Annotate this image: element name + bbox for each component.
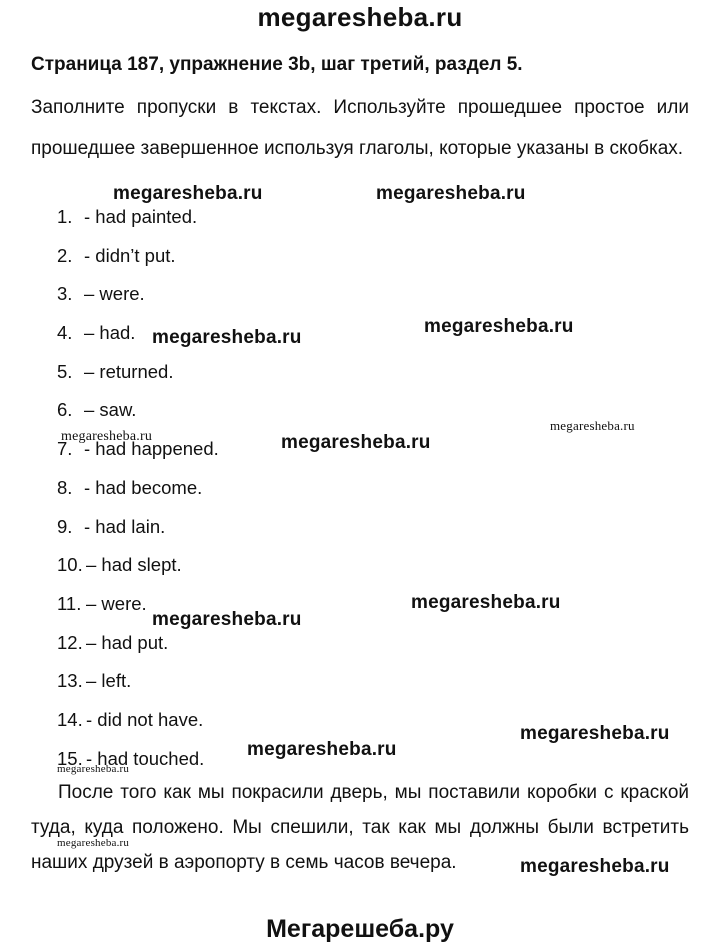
watermark: megaresheba.ru xyxy=(61,429,153,444)
answer-number: 13. xyxy=(57,670,83,692)
watermark: megaresheba.ru xyxy=(152,609,302,630)
watermark: megaresheba.ru xyxy=(247,739,397,760)
answer-item xyxy=(57,667,219,706)
site-header[interactable]: megaresheba.ru xyxy=(257,2,463,32)
watermark: megaresheba.ru xyxy=(520,723,670,744)
watermark: megaresheba.ru xyxy=(550,418,635,433)
answer-number: 1. xyxy=(57,206,73,227)
answer-item xyxy=(57,551,219,590)
answer-text: - didn’t put. xyxy=(84,244,176,266)
answer-item xyxy=(57,629,219,668)
answer-number: 11. xyxy=(57,592,82,614)
watermark: megaresheba.ru xyxy=(376,183,526,204)
answer-number: 12. xyxy=(57,631,83,653)
answer-item xyxy=(57,513,219,552)
watermark: megaresheba.ru xyxy=(424,316,574,337)
site-footer[interactable]: Мегарешеба.ру xyxy=(266,915,454,943)
answer-number: 10. xyxy=(57,554,83,576)
answer-item xyxy=(57,242,219,281)
answer-number: 15. xyxy=(57,747,83,769)
answer-text: - had painted. xyxy=(84,206,198,227)
answer-item xyxy=(57,203,219,242)
answer-item xyxy=(57,358,219,397)
answer-number: 14. xyxy=(57,708,83,730)
watermark: megaresheba.ru xyxy=(281,432,431,453)
watermark: megaresheba.ru xyxy=(152,327,302,348)
answer-number: 3. xyxy=(57,283,73,305)
answer-number: 2. xyxy=(57,244,73,266)
answer-text: – left. xyxy=(86,670,132,692)
answer-text: – had put. xyxy=(86,631,169,653)
translation-body: После того как мы покрасили дверь, мы поставили коробки с краской туда, куда положено. Мы спешили, так как мы должны были встретить наших друзей в аэропорту в семь часов вечера. xyxy=(31,782,689,873)
watermark: megaresheba.ru xyxy=(57,763,130,775)
answer-list xyxy=(57,203,219,783)
answer-text: – had. xyxy=(84,322,136,344)
answer-number: 5. xyxy=(57,360,73,382)
watermark: megaresheba.ru xyxy=(411,592,561,613)
answer-text: – had slept. xyxy=(86,554,182,576)
answer-text: - had happened. xyxy=(84,438,219,460)
answer-text: – were. xyxy=(86,592,147,614)
answer-text: - had lain. xyxy=(84,515,166,537)
answer-text: - had touched. xyxy=(86,747,205,769)
answer-number: 9. xyxy=(57,515,73,537)
answer-item xyxy=(57,280,219,319)
watermark: megaresheba.ru xyxy=(57,837,130,849)
exercise-heading: Страница 187, упражнение 3b, шаг третий, раздел 5. xyxy=(31,54,523,75)
answer-text: - had become. xyxy=(84,476,203,498)
answer-number: 8. xyxy=(57,476,73,498)
answer-number: 4. xyxy=(57,322,73,344)
answer-number: 7. xyxy=(57,438,73,460)
answer-number: 6. xyxy=(57,399,73,421)
exercise-instruction: Заполните пропуски в текстах. Используйте прошедшее простое или прошедшее завершенное используя глаголы, которые указаны в скобках. xyxy=(31,97,689,159)
answer-text: – returned. xyxy=(84,360,174,382)
answer-item xyxy=(57,706,219,745)
watermark: megaresheba.ru xyxy=(113,183,263,204)
watermark: megaresheba.ru xyxy=(520,856,670,877)
answer-text: – saw. xyxy=(84,399,137,421)
answer-item xyxy=(57,474,219,513)
answer-text: – were. xyxy=(84,283,145,305)
answer-text: - did not have. xyxy=(86,708,204,730)
